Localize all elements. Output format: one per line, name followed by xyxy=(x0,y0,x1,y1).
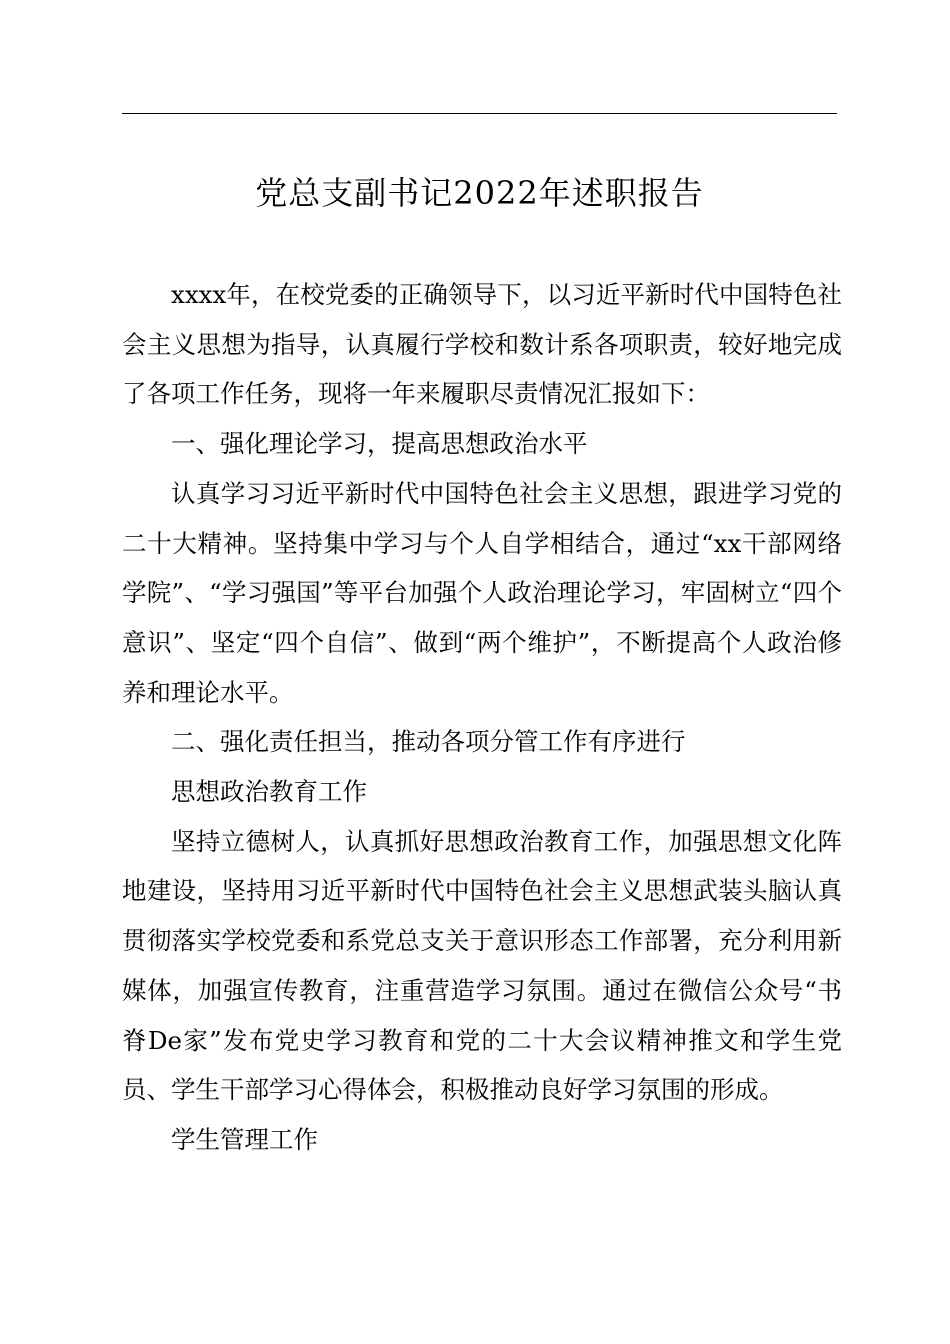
paragraph-theory-study: 认真学习习近平新时代中国特色社会主义思想，跟进学习党的二十大精神。坚持集中学习与个人自学相结合，通过“xx干部网络学院”、“学习强国”等平台加强个人政治理论学习，牢固树立“四个意识”、坚定“四个自信”、做到“两个维护”，不断提高个人政治修养和理论水平。 xyxy=(122,478,842,707)
subheading-ideological-education: 思想政治教育工作 xyxy=(171,777,367,807)
subheading-student-management: 学生管理工作 xyxy=(171,1124,318,1154)
document-body xyxy=(122,270,842,1165)
paragraph-ideological-education: 坚持立德树人，认真抓好思想政治教育工作，加强思想文化阵地建设，坚持用习近平新时代中国特色社会主义思想武装头脑认真贯彻落实学校党委和系党总支关于意识形态工作部署，充分利用新媒体，加强宣传教育，注重营造学习氛围。通过在微信公众号“书脊De家”发布党史学习教育和党的二十大会议精神推文和学生党员、学生干部学习心得体会，积极推动良好学习氛围的形成。 xyxy=(122,826,842,1105)
paragraph-intro: xxxx年，在校党委的正确领导下，以习近平新时代中国特色社会主义思想为指导，认真履行学校和数计系各项职责，较好地完成了各项工作任务，现将一年来履职尽责情况汇报如下： xyxy=(122,280,842,409)
section-heading-1: 一、强化理论学习，提高思想政治水平 xyxy=(171,429,588,459)
section-heading-2: 二、强化责任担当，推动各项分管工作有序进行 xyxy=(171,727,686,757)
header-rule xyxy=(122,113,837,114)
document-title: 党总支副书记2022年述职报告 xyxy=(255,174,704,212)
